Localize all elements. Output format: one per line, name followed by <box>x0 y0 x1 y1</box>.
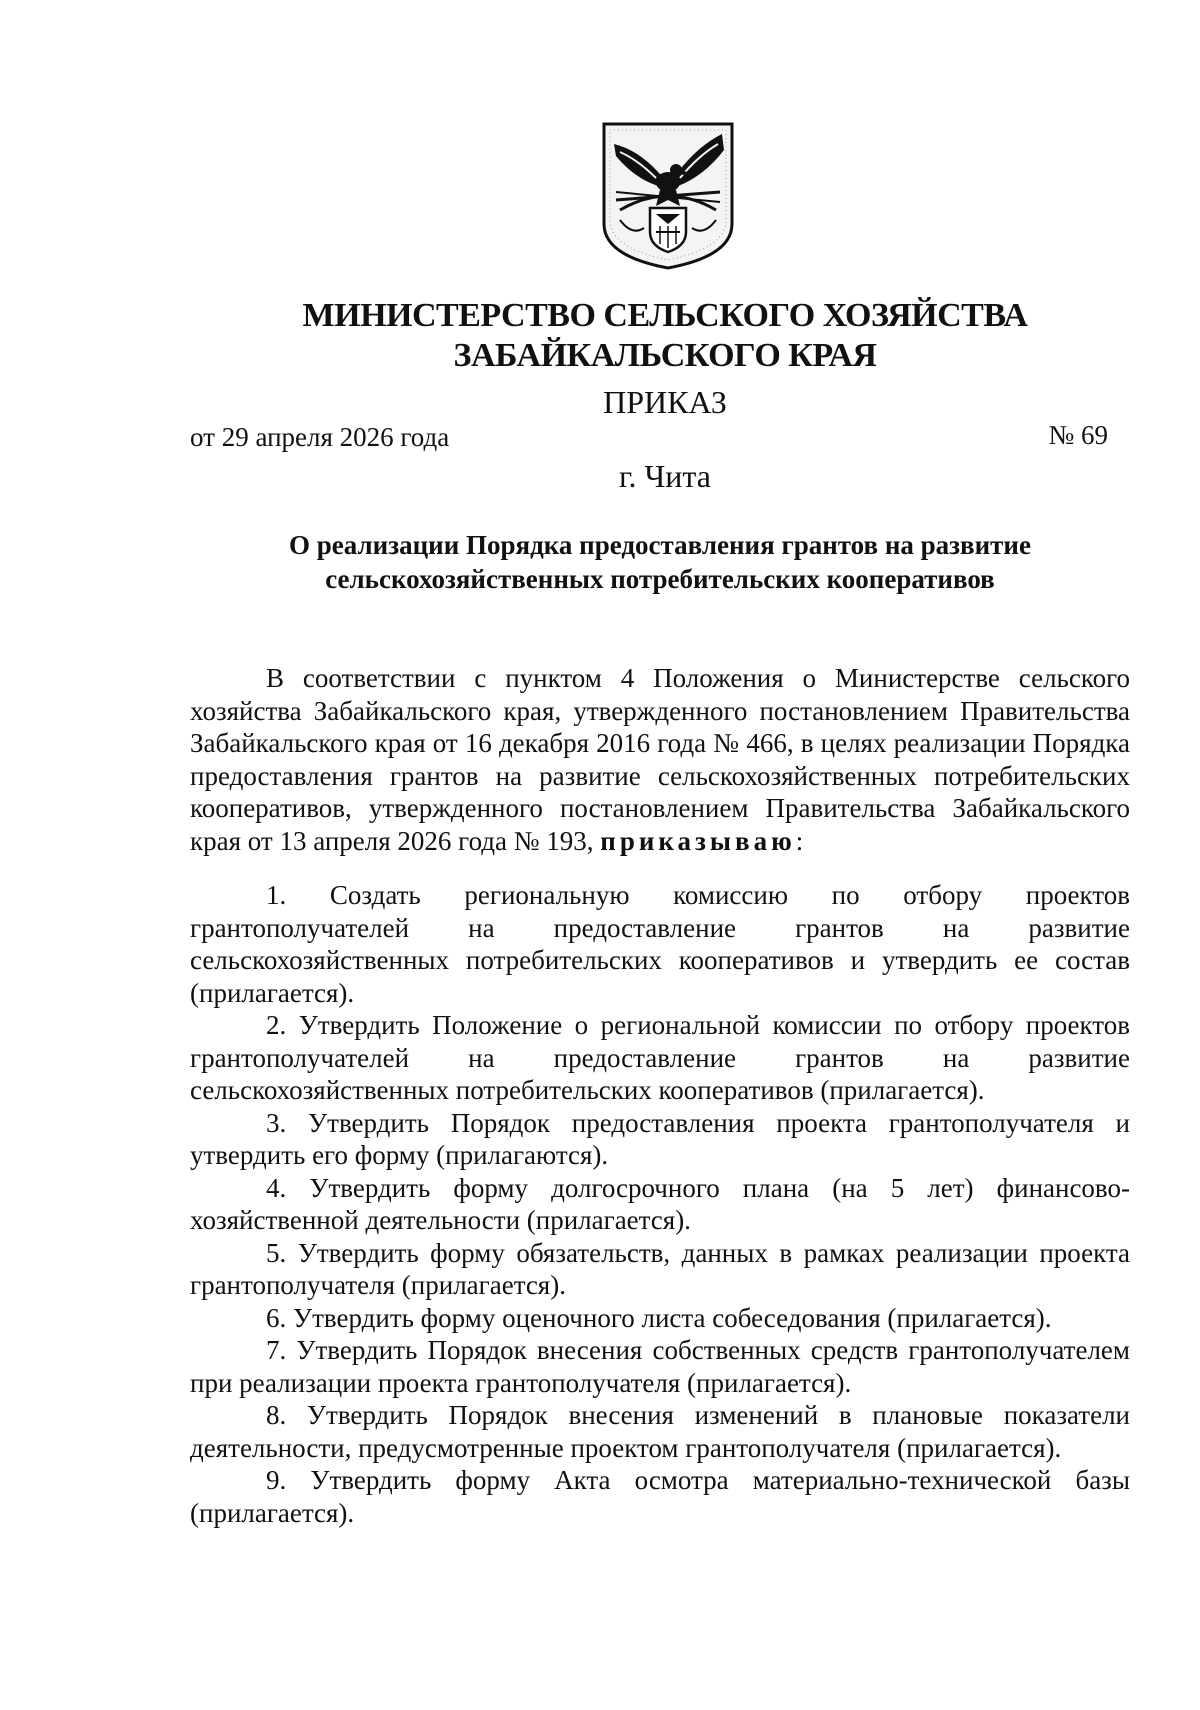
document-body <box>190 662 1130 1529</box>
order-item-8: 8. Утвердить Порядок внесения изменений в плановые показатели деятельности, предусмотренные проектом грантополучателя (прилагается). <box>190 1400 1130 1463</box>
order-word: приказываю <box>600 825 796 856</box>
order-item-7: 7. Утвердить Порядок внесения собственных средств грантополучателем при реализации проекта грантополучателя (прилагается). <box>190 1335 1130 1398</box>
preamble-text: В соответствии с пунктом 4 Положения о Министерстве сельского хозяйства Забайкальского края, утвержденного постановлением Правительства Забайкальского края от 16 декабря 2016 года № 466, в целях реализации Порядка предоставления грантов на развитие сельскохозяйственных потребительских кооперативов, утвержденного постановлением Правительства Забайкальского края от 13 апреля 2026 года № 193, <box>190 663 1130 856</box>
order-item-5: 5. Утвердить форму обязательств, данных в рамках реализации проекта грантополучателя (прилагается). <box>190 1237 1130 1300</box>
subject-line1: О реализации Порядка предоставления грантов на развитие <box>289 530 1031 560</box>
preamble-paragraph <box>190 662 1130 857</box>
ministry-name-line2: ЗАБАЙКАЛЬСКОГО КРАЯ <box>453 337 877 374</box>
coat-of-arms-icon <box>598 120 738 270</box>
order-item-3: 3. Утвердить Порядок предоставления проекта грантополучателя и утвердить его форму (прилагаются). <box>190 1107 1130 1170</box>
paragraph-gap <box>190 857 1130 879</box>
order-item-9: 9. Утвердить форму Акта осмотра материально-технической базы (прилагается). <box>190 1465 1130 1528</box>
order-item-6: 6. Утвердить форму оценочного листа собеседования (прилагается). <box>266 1302 1052 1333</box>
subject-line2: сельскохозяйственных потребительских кооперативов <box>325 564 995 594</box>
document-type: ПРИКАЗ <box>603 384 727 420</box>
ministry-name-line1: МИНИСТЕРСТВО СЕЛЬСКОГО ХОЗЯЙСТВА <box>302 297 1028 334</box>
document-date: от 29 апреля 2026 года <box>190 422 450 452</box>
document-number: № 69 <box>1048 420 1108 450</box>
preamble-colon: : <box>795 825 804 856</box>
document-subject <box>190 528 1130 596</box>
ministry-header <box>0 296 1200 376</box>
order-item-2: 2. Утвердить Положение о региональной комиссии по отбору проектов грантополучателей на предоставление грантов на развитие сельскохозяйственных потребительских кооперативов (прилагается). <box>190 1010 1130 1105</box>
document-city: г. Чита <box>618 458 711 494</box>
order-item-1: 1. Создать региональную комиссию по отбору проектов грантополучателей на предоставление грантов на развитие сельскохозяйственных потребительских кооперативов и утвердить ее состав (прилагается). <box>190 880 1130 1008</box>
order-item-4: 4. Утвердить форму долгосрочного плана (на 5 лет) финансово-хозяйственной деятельности (прилагается). <box>190 1172 1130 1235</box>
